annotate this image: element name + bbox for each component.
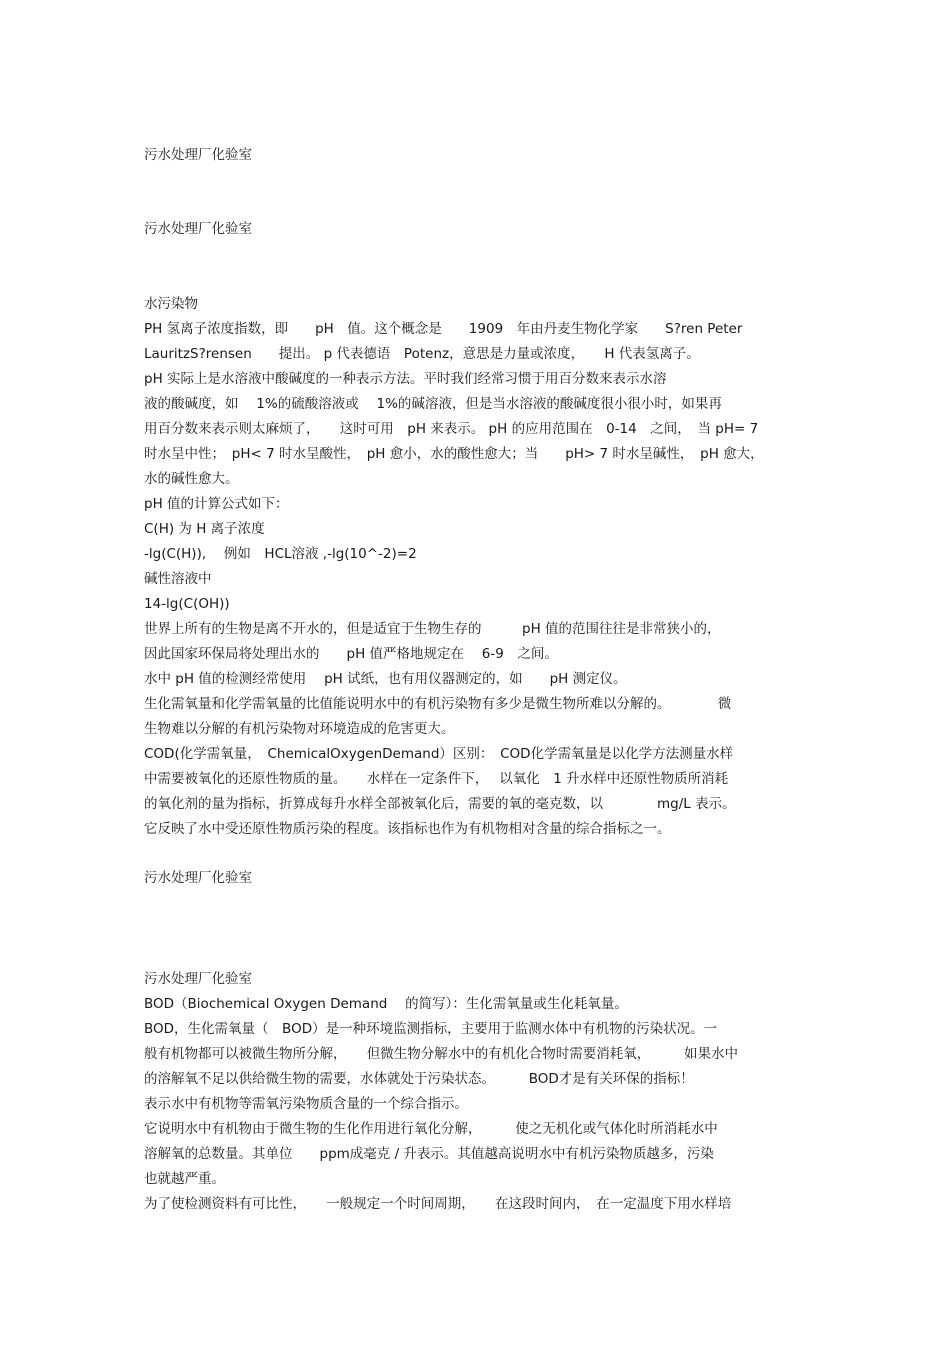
- paragraph-line: 时水呈中性； pH< 7 时水呈酸性， pH 愈小，水的酸性愈大；当 pH> 7 时水呈碱性， pH 愈大，: [144, 446, 764, 462]
- paragraph-line: LauritzS?rensen 提出。 p 代表德语 Potenz，意思是力量或浓度， H 代表氢离子。: [144, 346, 700, 362]
- paragraph-line: C(H) 为 H 离子浓度: [144, 521, 265, 537]
- paragraph-line: -lg(C(H)), 例如 HCL溶液 ,-lg(10^-2)=2: [144, 546, 417, 562]
- paragraph-line: 般有机物都可以被微生物所分解， 但微生物分解水中的有机化合物时需要消耗氧， 如果水中: [144, 1046, 738, 1062]
- paragraph-line: 它反映了水中受还原性物质污染的程度。该指标也作为有机物相对含量的综合指标之一。: [144, 821, 671, 837]
- paragraph-line: 中需要被氧化的还原性物质的量。 水样在一定条件下， 以氧化 1 升水样中还原性物质所消耗: [144, 771, 729, 787]
- paragraph-line: 生物难以分解的有机污染物对环境造成的危害更大。: [144, 721, 455, 737]
- paragraph-line: pH 值的计算公式如下：: [144, 496, 289, 512]
- paragraph-line: 的氧化剂的量为指标，折算成每升水样全部被氧化后，需要的氧的毫克数，以 mg/L 表示。: [144, 796, 736, 812]
- paragraph-line: 因此国家环保局将处理出水的 pH 值严格地规定在 6-9 之间。: [144, 646, 558, 662]
- section-title: 水污染物: [144, 296, 198, 312]
- paragraph-line: 用百分数来表示则太麻烦了， 这时可用 pH 来表示。 pH 的应用范围在 0-14 之间， 当 pH= 7: [144, 421, 759, 437]
- paragraph-line: 世界上所有的生物是离不开水的，但是适宜于生物生存的 pH 值的范围往往是非常狭小的，: [144, 621, 721, 637]
- paragraph-line: 生化需氧量和化学需氧量的比值能说明水中的有机污染物有多少是微生物所难以分解的。 微: [144, 696, 732, 712]
- paragraph-line: 14-lg(C(OH)): [144, 596, 230, 612]
- paragraph-line: 的溶解氧不足以供给微生物的需要，水体就处于污染状态。 BOD才是有关环保的指标！: [144, 1071, 694, 1087]
- paragraph-line: 溶解氧的总数量。其单位 ppm成毫克 / 升表示。其值越高说明水中有机污染物质越多，污染: [144, 1146, 714, 1162]
- paragraph-line: pH 实际上是水溶液中酸碱度的一种表示方法。平时我们经常习惯于用百分数来表示水溶: [144, 371, 667, 387]
- paragraph-line: 也就越严重。: [144, 1171, 225, 1187]
- paragraph-line: PH 氢离子浓度指数，即 pH 值。这个概念是 1909 年由丹麦生物化学家 S?ren Peter: [144, 321, 743, 337]
- paragraph-line: 水的碱性愈大。: [144, 471, 239, 487]
- paragraph-line: COD(化学需氧量， ChemicalOxygenDemand）区别： COD化学需氧量是以化学方法测量水样: [144, 746, 734, 762]
- paragraph-line: 水中 pH 值的检测经常使用 pH 试纸，也有用仪器测定的，如 pH 测定仪。: [144, 671, 627, 687]
- paragraph-line: 为了使检测资料有可比性， 一般规定一个时间周期， 在这段时间内， 在一定温度下用水样培: [144, 1196, 732, 1212]
- paragraph-line: 表示水中有机物等需氧污染物质含量的一个综合指示。: [144, 1096, 468, 1112]
- page-header: 污水处理厂化验室: [144, 147, 252, 163]
- paragraph-line: 它说明水中有机物由于微生物的生化作用进行氧化分解， 使之无机化或气体化时所消耗水中: [144, 1121, 718, 1137]
- paragraph-line: 碱性溶液中: [144, 571, 212, 587]
- paragraph-line: BOD，生化需氧量（ BOD）是一种环境监测指标，主要用于监测水体中有机物的污染状况。一: [144, 1021, 718, 1037]
- paragraph-line: 液的酸碱度，如 1%的硫酸溶液或 1%的碱溶液，但是当水溶液的酸碱度很小很小时，如果再: [144, 396, 722, 412]
- section-header: 污水处理厂化验室: [144, 221, 252, 237]
- page-footer: 污水处理厂化验室: [144, 870, 252, 886]
- paragraph-line: BOD（Biochemical Oxygen Demand 的简写）：生化需氧量或生化耗氧量。: [144, 996, 628, 1012]
- page-header: 污水处理厂化验室: [144, 971, 252, 987]
